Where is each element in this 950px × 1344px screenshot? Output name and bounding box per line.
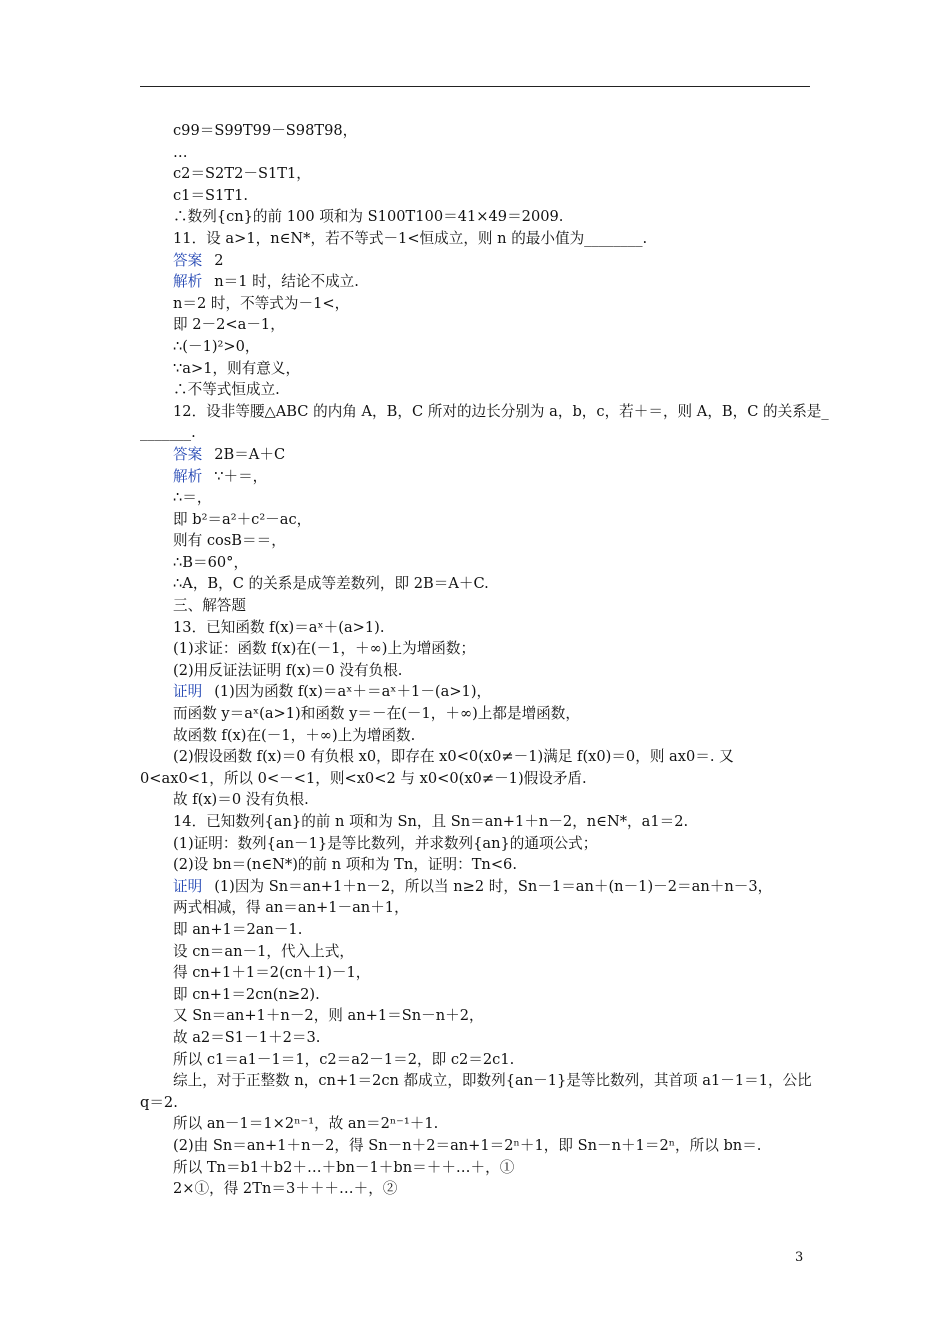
- text-line: [140, 595, 812, 617]
- text-line: [140, 250, 812, 272]
- text-line: [140, 897, 812, 919]
- line-text: c1＝S1T1.: [173, 186, 248, 204]
- text-line: [140, 703, 812, 725]
- line-text: (1)求证：函数 f(x)在(－1，＋∞)上为增函数；: [173, 640, 476, 658]
- line-text: 所以 c1＝a1－1＝1，c2＝a2－1＝2，即 c2＝2c1.: [173, 1050, 515, 1068]
- line-text: ∴数列{cn}的前 100 项和为 S100T100＝41×49＝2009.: [173, 208, 564, 226]
- line-text: (1)证明：数列{an－1}是等比数列，并求数列{an}的通项公式；: [173, 834, 598, 852]
- line-text: 0<ax0<1，所以 0<－<1，则<x0<2 与 x0<0(x0≠－1)假设矛盾.: [140, 769, 587, 787]
- text-line: [140, 1092, 812, 1114]
- line-text: 故函数 f(x)在(－1，＋∞)上为增函数.: [173, 726, 416, 744]
- line-text: 综上，对于正整数 n，cn+1＝2cn 都成立，即数列{an－1}是等比数列，其首项 a1－1＝1，公比: [173, 1072, 812, 1090]
- line-text: ∵a>1，则有意义，: [173, 359, 301, 377]
- line-text: 2×①，得 2Tn＝3＋＋＋…＋，②: [173, 1180, 398, 1198]
- text-line: [140, 509, 812, 531]
- line-text: 三、解答题: [173, 597, 246, 615]
- text-line: [140, 466, 812, 488]
- text-line: [140, 293, 812, 315]
- text-line: [140, 638, 812, 660]
- text-line: [140, 1049, 812, 1071]
- line-text: n＝2 时，不等式为－1<，: [173, 294, 350, 312]
- line-text: 两式相减，得 an＝an+1－an＋1，: [173, 899, 409, 917]
- line-text: (1)因为 Sn＝an+1＋n－2，所以当 n≥2 时，Sn－1＝an＋(n－1)－2＝an＋n－3，: [214, 877, 773, 895]
- text-line: [140, 660, 812, 682]
- text-line: [140, 876, 812, 898]
- text-line: [140, 552, 812, 574]
- line-text: _______.: [140, 424, 196, 442]
- text-line: [140, 768, 812, 790]
- text-line: [140, 1178, 812, 1200]
- line-text: q＝2.: [140, 1093, 178, 1111]
- line-text: 11．设 a>1，n∈N*，若不等式－1<恒成立，则 n 的最小值为________.: [173, 229, 648, 247]
- line-text: (2)假设函数 f(x)＝0 有负根 x0，即存在 x0<0(x0≠－1)满足 f(x0)＝0，则 ax0＝. 又: [173, 748, 734, 766]
- text-line: [140, 617, 812, 639]
- text-line: [140, 444, 812, 466]
- line-text: 12．设非等腰△ABC 的内角 A，B，C 所对的边长分别为 a，b，c，若＋＝，则 A，B，C 的关系是_: [173, 402, 829, 420]
- header-rule: [140, 86, 810, 87]
- line-text: 所以 Tn＝b1＋b2＋…＋bn－1＋bn＝＋＋…＋，①: [173, 1158, 515, 1176]
- line-text: (2)设 bn＝(n∈N*)的前 n 项和为 Tn，证明：Tn<6.: [173, 856, 517, 874]
- line-text: 又 Sn＝an+1＋n－2，则 an+1＝Sn－n＋2，: [173, 1007, 484, 1025]
- text-line: [140, 1113, 812, 1135]
- line-text: (2)由 Sn＝an+1＋n－2，得 Sn－n＋2＝an+1＝2ⁿ＋1，即 Sn－n＋1＝2ⁿ，所以 bn＝.: [173, 1136, 762, 1154]
- text-line: [140, 163, 812, 185]
- text-line: [140, 314, 812, 336]
- text-line: [140, 358, 812, 380]
- line-text: ∴(－1)²>0，: [173, 337, 260, 355]
- document-body: [140, 120, 829, 1200]
- text-line: [140, 142, 812, 164]
- line-text: ∴B＝60°，: [173, 553, 249, 571]
- text-line: [140, 271, 812, 293]
- line-text: 所以 an－1＝1×2ⁿ⁻¹，故 an＝2ⁿ⁻¹＋1.: [173, 1115, 439, 1133]
- line-text: 则有 cosB＝＝，: [173, 532, 286, 550]
- text-line: [140, 725, 812, 747]
- text-line: [140, 206, 812, 228]
- text-line: [140, 746, 812, 768]
- section-label: 解析: [173, 467, 203, 485]
- line-text: c2＝S2T2－S1T1，: [173, 165, 311, 183]
- text-line: [140, 919, 812, 941]
- section-label: 证明: [173, 683, 203, 701]
- line-text: 14．已知数列{an}的前 n 项和为 Sn，且 Sn＝an+1＋n－2，n∈N*，a1＝2.: [173, 813, 689, 830]
- text-line: [140, 379, 812, 401]
- line-text: (1)因为函数 f(x)＝aˣ＋＝aˣ＋1－(a>1)，: [214, 683, 492, 701]
- line-text: 设 cn＝an－1，代入上式，: [173, 942, 354, 960]
- section-label: 解析: [173, 273, 203, 291]
- page-number: 3: [795, 1250, 804, 1265]
- text-line: [140, 185, 812, 207]
- line-text: 得 cn+1＋1＝2(cn＋1)－1，: [173, 964, 371, 982]
- line-text: n＝1 时，结论不成立.: [214, 273, 359, 291]
- text-line: [140, 336, 812, 358]
- text-line: [140, 962, 812, 984]
- text-line: [140, 833, 812, 855]
- text-line: [140, 789, 812, 811]
- text-line: [140, 401, 829, 423]
- line-text: ∵＋＝，: [214, 467, 268, 485]
- line-text: 故 a2＝S1－1＋2＝3.: [173, 1028, 321, 1046]
- line-text: 即 an+1＝2an－1.: [173, 920, 303, 938]
- text-line: [140, 573, 812, 595]
- text-line: [140, 228, 812, 250]
- line-text: …: [173, 143, 188, 161]
- text-line: [140, 811, 812, 833]
- text-line: [140, 1070, 812, 1092]
- line-text: c99＝S99T99－S98T98，: [173, 122, 358, 139]
- section-label: 证明: [173, 877, 203, 895]
- line-text: ∴不等式恒成立.: [173, 381, 280, 399]
- text-line: [140, 984, 812, 1006]
- text-line: [140, 1005, 812, 1027]
- text-line: [140, 530, 812, 552]
- text-line: [140, 120, 812, 142]
- line-text: 即 cn+1＝2cn(n≥2).: [173, 985, 320, 1003]
- text-line: [140, 487, 812, 509]
- line-text: ∴A，B，C 的关系是成等差数列，即 2B＝A＋C.: [173, 575, 489, 593]
- line-text: 故 f(x)＝0 没有负根.: [173, 791, 309, 809]
- line-text: 而函数 y＝aˣ(a>1)和函数 y＝－在(－1，＋∞)上都是增函数，: [173, 705, 580, 723]
- text-line: [140, 1027, 812, 1049]
- section-label: 答案: [173, 445, 203, 463]
- line-text: ∴＝，: [173, 489, 212, 507]
- text-line: [140, 1135, 812, 1157]
- text-line: [140, 941, 812, 963]
- section-label: 答案: [173, 251, 203, 269]
- line-text: 13．已知函数 f(x)＝aˣ＋(a>1).: [173, 618, 385, 636]
- line-text: 即 b²＝a²＋c²－ac，: [173, 510, 312, 528]
- line-text: 2: [214, 251, 224, 269]
- text-line: [140, 1157, 812, 1179]
- text-line: [140, 422, 812, 444]
- text-line: [140, 854, 812, 876]
- line-text: 2B＝A＋C: [214, 445, 286, 463]
- line-text: (2)用反证法证明 f(x)＝0 没有负根.: [173, 661, 403, 679]
- line-text: 即 2－2<a－1，: [173, 316, 285, 334]
- text-line: [140, 681, 812, 703]
